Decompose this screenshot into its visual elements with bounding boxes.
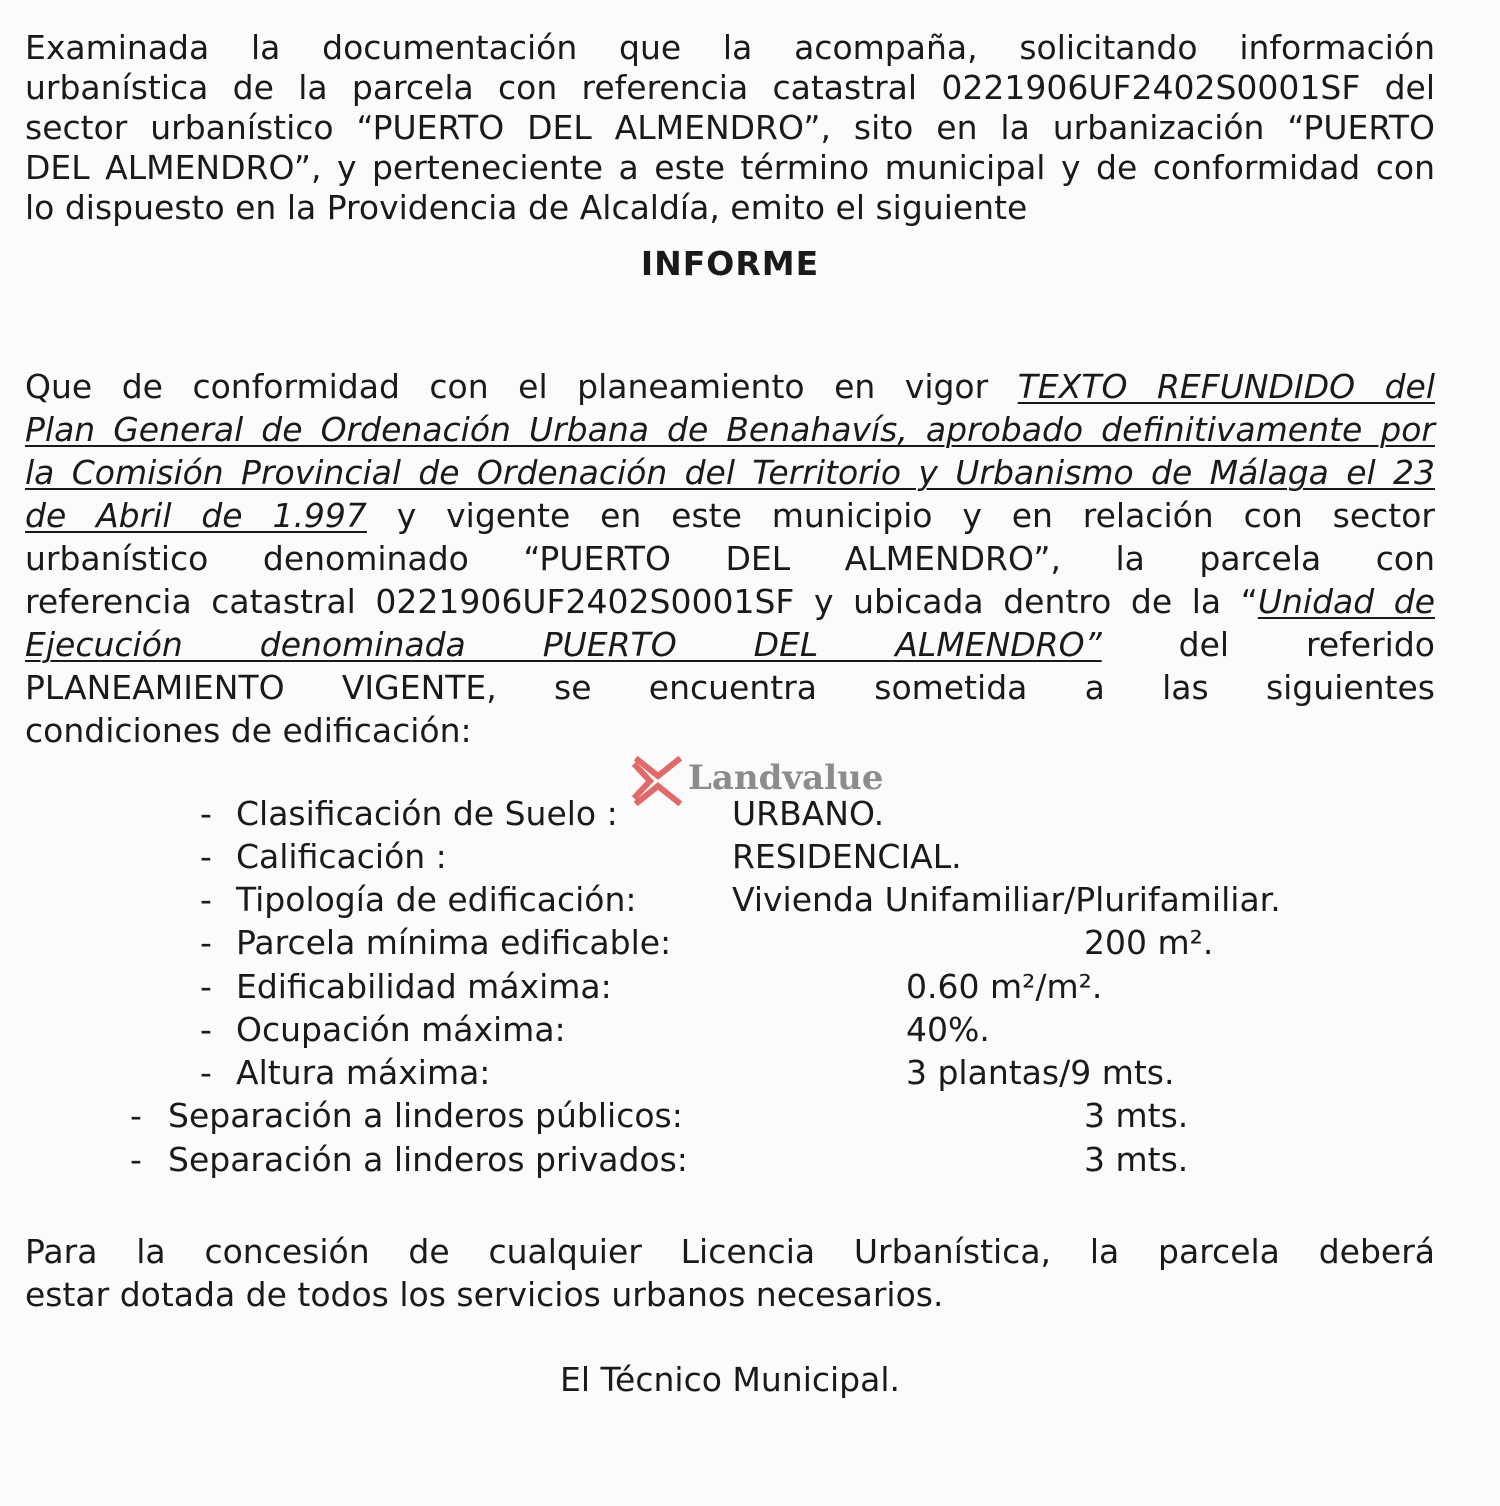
body-line: [25, 494, 1435, 537]
body-text: y vigente en este municipio y en relación con sector: [366, 496, 1435, 535]
condition-label: Separación a linderos privados:: [168, 1140, 688, 1179]
condition-item: [0, 967, 1500, 1007]
body-line: [25, 451, 1435, 494]
body-text: Que de conformidad con el planeamiento en vigor: [25, 367, 1018, 406]
list-dash: -: [200, 794, 212, 833]
intro-line: urbanística de la parcela con referencia catastral 0221906UF2402S0001SF del: [25, 68, 1435, 107]
condition-item: [0, 880, 1500, 920]
unit-reference: Ejecución denominada PUERTO DEL ALMENDRO”: [25, 625, 1102, 664]
condition-value: 200 m².: [1084, 923, 1214, 962]
plan-reference: la Comisión Provincial de Ordenación del Territorio y Urbanismo de Málaga el 23: [25, 453, 1435, 492]
unit-reference: Unidad de: [1257, 582, 1436, 621]
intro-line: lo dispuesto en la Providencia de Alcaldía, emito el siguiente: [25, 188, 1028, 227]
body-text: referencia catastral 0221906UF2402S0001SF y ubicada dentro de la “: [25, 582, 1258, 621]
plan-reference: de Abril de 1.997: [25, 496, 367, 535]
condition-label: Separación a linderos públicos:: [168, 1096, 683, 1135]
plan-reference: TEXTO REFUNDIDO del: [1017, 367, 1435, 406]
report-heading: INFORME: [640, 244, 820, 283]
condition-item: [0, 1096, 1500, 1136]
intro-line: DEL ALMENDRO”, y perteneciente a este término municipal y de conformidad con: [25, 148, 1435, 187]
list-dash: -: [130, 1096, 142, 1135]
list-dash: -: [200, 880, 212, 919]
list-dash: -: [200, 923, 212, 962]
condition-value: 3 mts.: [1084, 1140, 1189, 1179]
body-text: del referido: [1101, 625, 1435, 664]
body-paragraph: [25, 365, 1435, 752]
closing-line: estar dotada de todos los servicios urbanos necesarios.: [25, 1275, 944, 1314]
condition-value: 3 plantas/9 mts.: [906, 1053, 1175, 1092]
intro-line: sector urbanístico “PUERTO DEL ALMENDRO”, sito en la urbanización “PUERTO: [25, 108, 1435, 147]
list-dash: -: [200, 1053, 212, 1092]
condition-item: [0, 1010, 1500, 1050]
condition-label: Clasificación de Suelo :: [236, 794, 618, 833]
list-dash: -: [200, 967, 212, 1006]
body-line: [25, 623, 1435, 666]
condition-value: RESIDENCIAL.: [732, 837, 962, 876]
condition-label: Ocupación máxima:: [236, 1010, 566, 1049]
closing-line: Para la concesión de cualquier Licencia Urbanística, la parcela deberá: [25, 1232, 1435, 1271]
condition-item: [0, 1053, 1500, 1093]
condition-item: [0, 837, 1500, 877]
body-line: urbanístico denominado “PUERTO DEL ALMENDRO”, la parcela con: [25, 539, 1435, 578]
condition-value: 0.60 m²/m².: [906, 967, 1103, 1006]
condition-value: Vivienda Unifamiliar/Plurifamiliar.: [732, 880, 1281, 919]
list-dash: -: [200, 837, 212, 876]
condition-label: Calificación :: [236, 837, 447, 876]
list-dash: -: [130, 1140, 142, 1179]
condition-label: Tipología de edificación:: [236, 880, 637, 919]
condition-label: Edificabilidad máxima:: [236, 967, 612, 1006]
signature: El Técnico Municipal.: [559, 1360, 901, 1399]
list-dash: -: [200, 1010, 212, 1049]
body-line: condiciones de edificación:: [25, 711, 472, 750]
intro-line: Examinada la documentación que la acompaña, solicitando información: [25, 28, 1435, 67]
body-line: [25, 580, 1435, 623]
body-line: PLANEAMIENTO VIGENTE, se encuentra sometida a las siguientes: [25, 668, 1435, 707]
condition-label: Altura máxima:: [236, 1053, 491, 1092]
body-line: [25, 408, 1435, 451]
plan-reference: Plan General de Ordenación Urbana de Benahavís, aprobado definitivamente por: [25, 410, 1435, 449]
condition-value: 40%.: [906, 1010, 990, 1049]
closing-paragraph: [25, 1230, 1435, 1316]
condition-item: [0, 794, 1500, 834]
body-line: [25, 365, 1435, 408]
landvalue-logo-text: Landvalue: [688, 758, 884, 798]
condition-value: 3 mts.: [1084, 1096, 1189, 1135]
intro-paragraph: [25, 28, 1435, 228]
condition-label: Parcela mínima edificable:: [236, 923, 672, 962]
condition-item: [0, 923, 1500, 963]
condition-value: URBANO.: [732, 794, 885, 833]
condition-item: [0, 1140, 1500, 1180]
